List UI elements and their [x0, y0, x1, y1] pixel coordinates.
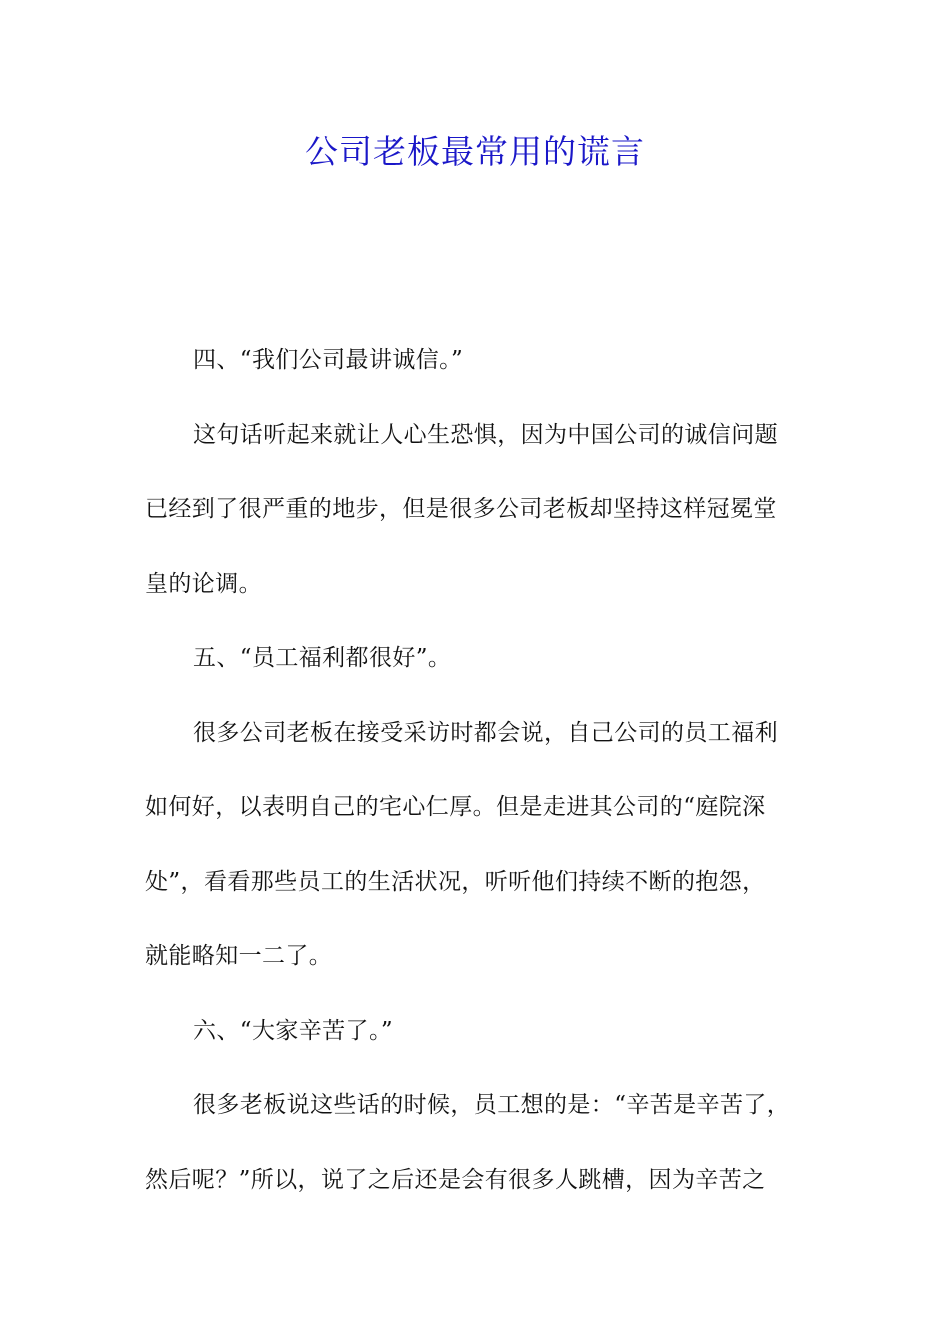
document-body [145, 336, 825, 1230]
heading-item-5: 五、“员工福利都很好”。 [193, 645, 452, 671]
paragraph-line: 然后呢？”所以，说了之后还是会有很多人跳槽，因为辛苦之 [145, 1166, 766, 1193]
document-title: 公司老板最常用的谎言 [305, 132, 645, 171]
paragraph-line: 这句话听起来就让人心生恐惧，因为中国公司的诚信问题 [193, 421, 778, 448]
paragraph-line: 很多公司老板在接受采访时都会说，自己公司的员工福利 [193, 719, 778, 746]
paragraph-line: 很多老板说这些话的时候，员工想的是：“辛苦是辛苦了， [193, 1092, 791, 1118]
paragraph-line: 处”，看看那些员工的生活状况，听听他们持续不断的抱怨， [145, 868, 766, 895]
paragraph-line: 就能略知一二了。 [145, 943, 333, 969]
paragraph-line: 已经到了很严重的地步，但是很多公司老板却坚持这样冠冕堂 [145, 496, 777, 522]
paragraph-line: 如何好，以表明自己的宅心仁厚。但是走进其公司的“庭院深 [145, 794, 766, 820]
paragraph-line: 皇的论调。 [145, 570, 262, 597]
heading-item-6: 六、“大家辛苦了。” [193, 1017, 394, 1044]
heading-item-4: 四、“我们公司最讲诚信。” [193, 347, 464, 373]
